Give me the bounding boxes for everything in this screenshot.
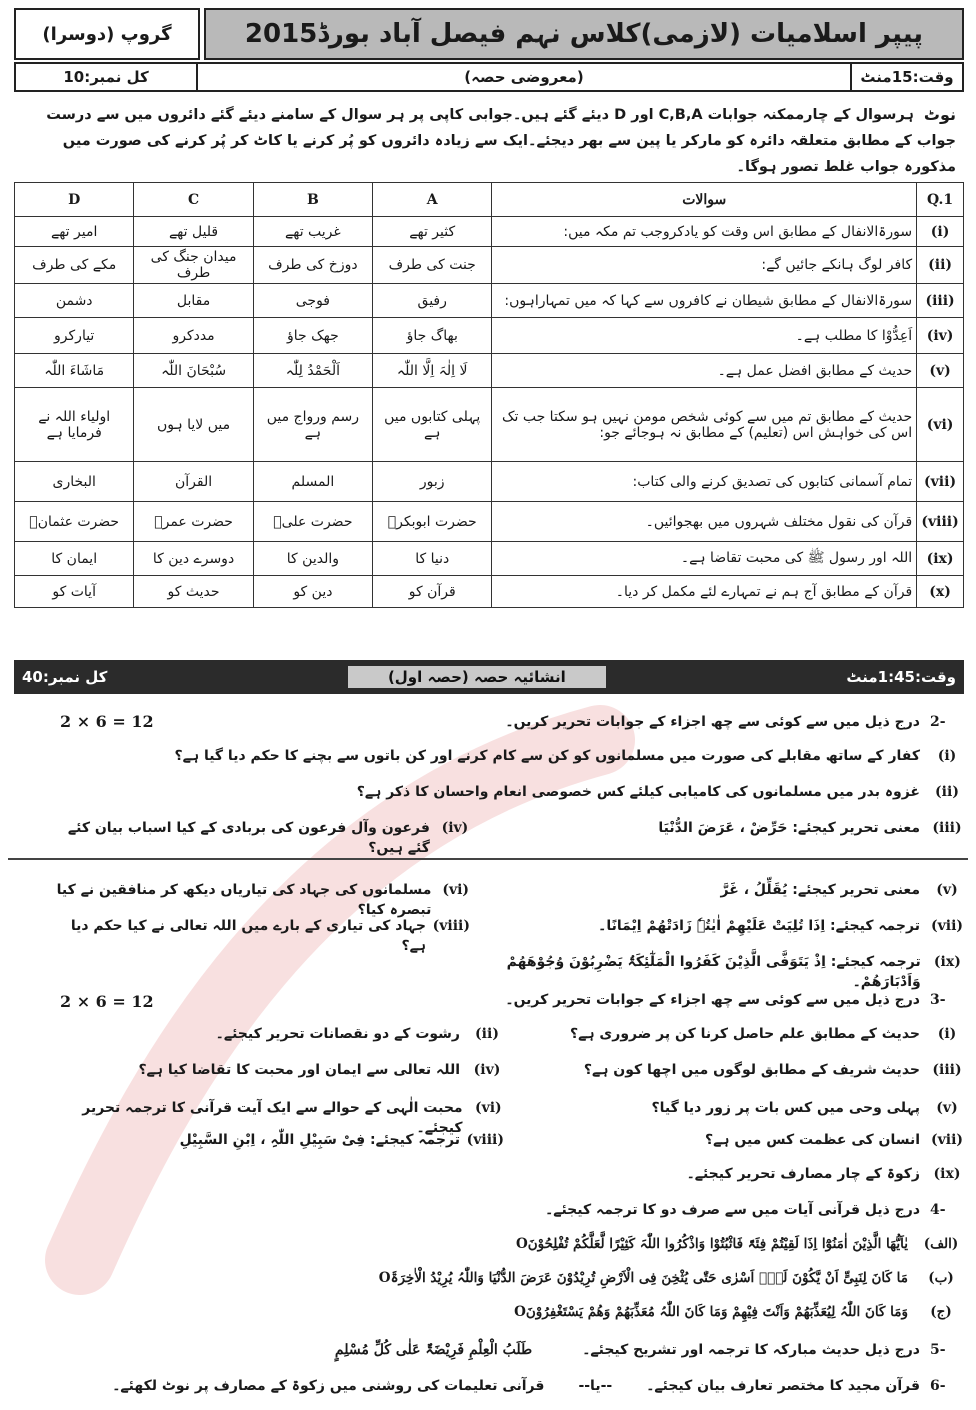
option-b: دین کو (253, 576, 372, 608)
mcq-row (15, 247, 964, 284)
part-number: (vii) (930, 1132, 964, 1148)
option-c: مددکرو (134, 318, 253, 354)
mcq-row-number: (iii) (917, 284, 964, 318)
option-b: اَلْحَمْدُ لِلّٰہ (253, 354, 372, 388)
mcq-row-number: (vii) (917, 462, 964, 502)
question-5 (14, 1340, 964, 1360)
option-a: رفیق (373, 284, 492, 318)
mcq-row-number: (vi) (917, 388, 964, 462)
option-b: جھک جاؤ (253, 318, 372, 354)
option-a: قرآن کو (373, 576, 492, 608)
mcq-row (15, 354, 964, 388)
mcq-row-number: (i) (917, 217, 964, 247)
question-number: -4 (930, 1202, 946, 1218)
part-text: مسلمانوں کی جہاد کی تیاریاں دیکھ کر منافقین نے کیا تبصرہ کیا؟ (56, 882, 432, 918)
option-b: والدین کا (253, 542, 372, 576)
part-number: (ix) (933, 954, 961, 970)
subjective-band (14, 660, 964, 694)
mcq-question: تمام آسمانی کتابوں کی تصدیق کرنے والی کتاب: (492, 462, 917, 502)
mcq-row-number: (ix) (917, 542, 964, 576)
option-d: ایمان کا (15, 542, 134, 576)
verse-label: (الف) (923, 1236, 959, 1252)
col-qno: Q.1 (917, 183, 964, 217)
option-a: جنت کی طرف (373, 247, 492, 284)
option-c: قلیل تھے (134, 217, 253, 247)
question-4 (14, 1200, 964, 1220)
part-number: (viii) (432, 918, 470, 934)
option-a: بھاگ جاؤ (373, 318, 492, 354)
question-number: -6 (930, 1378, 946, 1394)
mcq-row (15, 542, 964, 576)
note-text: ہرسوال کے چارممکنہ جوابات C,B,A اور D دیئے گئے ہیں۔جوابی کاپی پر ہر سوال کے سامنے دیئے گئے دائروں میں سے درست جواب کے مطابق متعلقہ دائرہ کو مارکر یا پین سے بھر دیجئے۔ایک سے زیادہ دائروں کو پُر کرنے یا کاٹ کر پُر کرنے کی صورت میں مذکورہ جواب غلط تصور ہوگا۔ (46, 107, 956, 175)
part-text: جہاد کی تیاری کے بارے میں اللہ تعالی نے کیا حکم دیا ہے؟ (70, 918, 426, 954)
option-a: کثیر تھے (373, 217, 492, 247)
part-text: حدیث کے مطابق علم حاصل کرنا کن پر ضروری ہے؟ (570, 1026, 920, 1042)
col-questions: سوالات (492, 183, 917, 217)
option-d: مَاشَاءَ اللّٰہ (15, 354, 134, 388)
option-a: زبور (373, 462, 492, 502)
option-a: حضرت ابوبکرؓ (373, 502, 492, 542)
question-6 (14, 1376, 964, 1396)
q3-part (504, 1024, 964, 1044)
q3-part (64, 1130, 504, 1150)
part-number: (iv) (473, 1062, 501, 1078)
verse-text: مَا کَانَ لِنَبِیٍّ اَنْ یَّکُوْنَ لَہٗٓ اَسْرٰی حَتّٰی یُثْخِنَ فِی الْاَرْضِ تُرِیْدُوْنَ عَرَضَ الدُّنْیَا وَاللّٰہُ یُرِیْدُ الْاٰخِرَۃَO (378, 1270, 908, 1286)
part-number: (iii) (932, 820, 962, 836)
part-number: (i) (937, 1026, 957, 1042)
marks-label: 2 × 6 = 12 (60, 712, 154, 731)
option-c: حدیث کو (134, 576, 253, 608)
option-c: حضرت عمرؓ (134, 502, 253, 542)
q3-part (504, 1098, 964, 1118)
option-b: غریب تھے (253, 217, 372, 247)
q2-part (50, 818, 470, 858)
option-c: میدان جنگ کی طرف (134, 247, 253, 284)
question-text: درج ذیل میں سے کوئی سے چھ اجزاء کے جوابات تحریر کریں۔ (505, 714, 920, 730)
part-text: معنی تحریر کیجئے: حَرِّضْ ، عَرَضَ الدُّنْیَا (658, 820, 920, 836)
mcq-row (15, 502, 964, 542)
mcq-row (15, 576, 964, 608)
q2-part (64, 782, 964, 802)
part-text: فرعون وآل فرعون کی بربادی کے کیا اسباب بیان کئے گئے ہیں؟ (67, 820, 430, 856)
q2-part (444, 952, 964, 992)
verse-line (14, 1234, 964, 1254)
option-d: آیات کو (15, 576, 134, 608)
question-text: درج ذیل میں سے کوئی سے چھ اجزاء کے جوابات تحریر کریں۔ (505, 992, 920, 1008)
part-number: (i) (937, 748, 957, 764)
part-text: کفار کے ساتھ مقابلے کی صورت میں مسلمانوں کو کن سے کام کرنے اور کن باتوں سے بچنے کا حکم دیا گیا ہے؟ (174, 748, 920, 764)
q2-part (64, 746, 964, 766)
q2-part (444, 818, 964, 838)
option-d: تیارکرو (15, 318, 134, 354)
verse-text: یٰاَیُّھَا الَّذِیْنَ اٰمَنُوْٓا اِذَا لَقِیْتُمْ فِئَۃً فَاثْبُتُوْا وَاذْکُرُوا اللّٰہَ کَثِیْرًا لَّعَلَّکُمْ تُفْلِحُوْنَO (515, 1236, 908, 1252)
mcq-header-row (15, 183, 964, 217)
mcq-question: اللہ اور رسول ﷺ کی محبت تقاضا ہے۔ (492, 542, 917, 576)
question-text: درج ذیل قرآنی آیات میں سے صرف دو کا ترجمہ کیجئے۔ (545, 1202, 920, 1218)
part-text: ترجمہ کیجئے: اِذَا تُلِیَتْ عَلَیْھِمْ اٰیٰتُہٗ زَادَتْھُمْ اِیْمَانًا۔ (598, 918, 920, 934)
part-number: (vi) (474, 1100, 502, 1116)
question-text: درج ذیل حدیث مبارکہ کا ترجمہ اور تشریح کیجئے۔ (582, 1342, 920, 1358)
q3-part (504, 1130, 964, 1150)
part-number: (iii) (932, 1062, 962, 1078)
mcq-row-number: (iv) (917, 318, 964, 354)
part-number: (ii) (475, 1026, 499, 1042)
or-separator: --یا-- (578, 1378, 613, 1394)
option-d: امیر تھے (15, 217, 134, 247)
section-label: (معروضی حصہ) (464, 68, 584, 86)
option-b: حضرت علیؓ (253, 502, 372, 542)
mcq-question: قرآن کی نقول مختلف شہروں میں بھجوائیں۔ (492, 502, 917, 542)
col-b: B (253, 183, 372, 217)
part-number: (iv) (441, 820, 469, 836)
verse-line (14, 1268, 964, 1288)
mcq-question: اَعِدُّوْا کا مطلب ہے۔ (492, 318, 917, 354)
part-text: اللہ تعالی سے ایمان اور محبت کا تقاضا کیا ہے؟ (138, 1062, 460, 1078)
part-text: ترجمہ کیجئے: اِذْ یَتَوَفَّی الَّذِیْنَ کَفَرُوا الْمَلٰٓئِکَۃُ یَضْرِبُوْنَ وُجُوْھَھُمْ وَاَدْبَارَھُمْ۔ (506, 954, 921, 990)
time-label: وقت:15منٹ (850, 64, 962, 90)
mcq-row (15, 284, 964, 318)
option-a: دنیا کا (373, 542, 492, 576)
col-a: A (373, 183, 492, 217)
mcq-row (15, 217, 964, 247)
part-text: رشوت کے دو نقصانات تحریر کیجئے۔ (215, 1026, 460, 1042)
part-text: غزوہ بدر میں مسلمانوں کی کامیابی کیلئے کس خصوصی انعام واحسان کا ذکر ہے؟ (356, 784, 920, 800)
meta-row (14, 62, 964, 92)
option-d: اولیاء اللہ نے فرمایا ہے (15, 388, 134, 462)
q3-part (64, 1024, 504, 1044)
paper-title: پیپر اسلامیات (لازمی)کلاس نہم فیصل آباد بورڈ2015 (204, 8, 964, 60)
option-c: دوسرے دین کا (134, 542, 253, 576)
option-b: دوزخ کی طرف (253, 247, 372, 284)
q2-part (444, 880, 964, 900)
q2-part (50, 916, 470, 956)
option-c: سُبْحَانَ اللّٰہ (134, 354, 253, 388)
col-c: C (134, 183, 253, 217)
part-text: پہلی وحی میں کس بات پر زور دیا گیا؟ (651, 1100, 920, 1116)
question-2 (14, 712, 964, 732)
note-label: نوٹ (923, 105, 956, 124)
part-text: انسان کی عظمت کس میں ہے؟ (704, 1132, 920, 1148)
option-c: مقابل (134, 284, 253, 318)
option-b: فوجی (253, 284, 372, 318)
mcq-question: حدیث کے مطابق افضل عمل ہے۔ (492, 354, 917, 388)
mcq-question: سورۃالانفال کے مطابق اس وقت کو یادکروجب تم مکہ میں: (492, 217, 917, 247)
mcq-question: کافر لوگ ہانکے جائیں گے: (492, 247, 917, 284)
mcq-row-number: (v) (917, 354, 964, 388)
mcq-row (15, 388, 964, 462)
instructions-note (14, 98, 964, 176)
mcq-row (15, 462, 964, 502)
q3-part (64, 1060, 504, 1080)
mcq-row (15, 318, 964, 354)
part-text: محبت الٰہی کے حوالے سے ایک آیت قرآنی کا ترجمہ تحریر کیجئے۔ (82, 1100, 463, 1136)
option-b: المسلم (253, 462, 372, 502)
mcq-row-number: (ii) (917, 247, 964, 284)
marks-label: 2 × 6 = 12 (60, 992, 154, 1011)
part-number: (viii) (466, 1132, 504, 1148)
band-title: انشائیہ حصہ (حصہ اول) (348, 666, 606, 688)
q2-part (444, 916, 964, 936)
option-d: دشمن (15, 284, 134, 318)
verse-text: وَمَا کَانَ اللّٰہُ لِیُعَذِّبَھُمْ وَاَنْتَ فِیْھِمْ وَمَا کَانَ اللّٰہُ مُعَذِّبَھُمْ وَھُمْ یَسْتَغْفِرُوْنَO (514, 1304, 908, 1320)
option-c: القرآن (134, 462, 253, 502)
q2-part (50, 880, 470, 920)
mcq-question: حدیث کے مطابق تم میں سے کوئی شخص مومن نہیں ہو سکتا جب تک اس کی خواہش اس (تعلیم) کے مطابق نہ ہوجائے جو: (492, 388, 917, 462)
option-d: مکے کی طرف (15, 247, 134, 284)
part-text: زکوۃ کے چار مصارف تحریر کیجئے۔ (686, 1166, 920, 1182)
q3-part (504, 1060, 964, 1080)
part-number: (vii) (930, 918, 964, 934)
part-text: ترجمہ کیجئے: فِیْ سَبِیْلِ اللّٰہِ ، اِبْنِ السَّبِیْلِ (179, 1132, 460, 1148)
part-number: (ix) (933, 1166, 961, 1182)
option-a: لَا اِلٰہَ اِلَّا اللّٰہ (373, 354, 492, 388)
group-label: گروپ (دوسرا) (14, 8, 200, 60)
mcq-row-number: (x) (917, 576, 964, 608)
option-a: پہلی کتابوں میں ہے (373, 388, 492, 462)
mcq-question: قرآن کے مطابق آج ہم نے تمہارے لئے مکمل کر دیا۔ (492, 576, 917, 608)
part-number: (v) (936, 1100, 958, 1116)
alternate-text: قرآنی تعلیمات کی روشنی میں زکوۃ کے مصارف پر نوٹ لکھئے۔ (112, 1378, 545, 1394)
mcq-row-number: (viii) (917, 502, 964, 542)
question-number: -5 (930, 1342, 946, 1358)
part-text: حدیث شریف کے مطابق لوگوں میں اچھا کون ہے؟ (583, 1062, 920, 1078)
band-time: وقت:1:45منٹ (846, 668, 956, 686)
verse-label: (ب) (928, 1270, 954, 1286)
section-divider (8, 858, 968, 860)
verse-label: (ج) (930, 1304, 952, 1320)
part-number: (v) (936, 882, 958, 898)
part-text: معنی تحریر کیجئے: یُقَلِّلُ ، غَرَّ (720, 882, 920, 898)
band-marks: کل نمبر:40 (22, 668, 108, 686)
question-number: -2 (930, 714, 946, 730)
q3-part (504, 1164, 964, 1184)
option-c: میں لایا ہوں (134, 388, 253, 462)
question-text: قرآن مجید کا مختصر تعارف بیان کیجئے۔ (646, 1378, 920, 1394)
verse-line (14, 1302, 964, 1322)
option-b: رسم ورواج میں ہے (253, 388, 372, 462)
question-number: -3 (930, 992, 946, 1008)
option-d: حضرت عثمانؓ (15, 502, 134, 542)
hadith-text: طَلَبُ الْعِلْمِ فَرِیْضَۃٌ عَلٰی کُلِّ مُسْلِمٍ (334, 1342, 533, 1358)
part-number: (ii) (935, 784, 959, 800)
mcq-question: سورۃالانفال کے مطابق شیطان نے کافروں سے کہا کہ میں تمہاراہوں: (492, 284, 917, 318)
col-d: D (15, 183, 134, 217)
paper-header (14, 8, 964, 60)
part-number: (vi) (442, 882, 470, 898)
total-marks: کل نمبر:10 (16, 64, 198, 90)
question-3 (14, 990, 964, 1010)
mcq-table (14, 182, 964, 608)
option-d: البخاری (15, 462, 134, 502)
